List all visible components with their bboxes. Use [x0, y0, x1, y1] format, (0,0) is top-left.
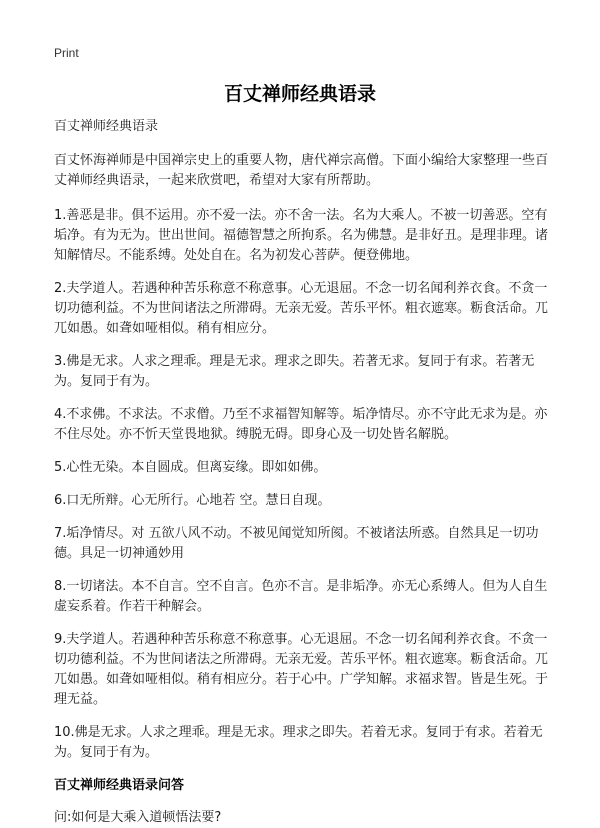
quote-item: 7.垢净情尽。对 五欲八风不动。不被见闻觉知所阂。不被诸法所惑。自然具足一切功德。具足一切神通妙用 [54, 526, 539, 561]
article-subtitle: 百丈禅师经典语录 [54, 119, 159, 134]
quote-item: 9.夫学道人。若遇种种苦乐称意不称意事。心无退屈。不念一切名闻利养衣食。不贪一切功德利益。不为世间诸法之所滞碍。无亲无爱。苦乐平怀。粗衣遮寒。粝食活命。兀兀如愚。如聋如哑相似。稍有相应分。若于心中。广学知解。求福求智。皆是生死。于理无益。 [54, 632, 549, 707]
quote-item: 5.心性无染。本自圆成。但离妄缘。即如如佛。 [54, 460, 327, 475]
page-title: 百丈禅师经典语录 [223, 83, 376, 105]
article-body [54, 117, 560, 828]
qa-question: 问:如何是大乘入道顿悟法要? [54, 810, 222, 825]
article-intro: 百丈怀海禅师是中国禅宗史上的重要人物，唐代禅宗高僧。下面小编给大家整理一些百丈禅师经典语录，一起来欣赏吧，希望对大家有所帮助。 [54, 153, 549, 188]
quote-item: 2.夫学道人。若遇种种苦乐称意不称意事。心无退屈。不念一切名闻利养衣食。不贪一切功德利益。不为世间诸法之所滞碍。无亲无爱。苦乐平怀。粗衣遮寒。粝食活命。兀兀如愚。如聋如哑相似。稍有相应分。 [54, 281, 549, 336]
quote-item: 10.佛是无求。人求之理乖。理是无求。理求之即失。若着无求。复同于有求。若着无为。复同于有为。 [54, 725, 543, 760]
quote-list [54, 206, 560, 763]
quote-item: 3.佛是无求。人求之理乖。理是无求。理求之即失。若著无求。复同于有求。若著无为。复同于有为。 [54, 354, 535, 389]
quote-item: 1.善恶是非。俱不运用。亦不爱一法。亦不舍一法。名为大乘人。不被一切善恶。空有垢净。有为无为。世出世间。福德智慧之所拘系。名为佛慧。是非好丑。是理非理。诸知解情尽。不能系缚。处处自在。名为初发心菩萨。便登佛地。 [54, 208, 549, 263]
quote-item: 6.口无所辩。心无所行。心地若 空。慧日自现。 [54, 493, 331, 508]
quote-item: 8.一切诸法。本不自言。空不自言。色亦不言。是非垢净。亦无心系缚人。但为人自生虚妄系着。作若干种解会。 [54, 579, 548, 614]
qa-section-heading: 百丈禅师经典语录问答 [54, 778, 185, 793]
quote-item: 4.不求佛。不求法。不求僧。乃至不求福智知解等。垢净情尽。亦不守此无求为是。亦不住尽处。亦不忻天堂畏地狱。缚脱无碍。即身心及一切处皆名解脱。 [54, 407, 548, 442]
print-link[interactable]: Print [54, 46, 79, 60]
